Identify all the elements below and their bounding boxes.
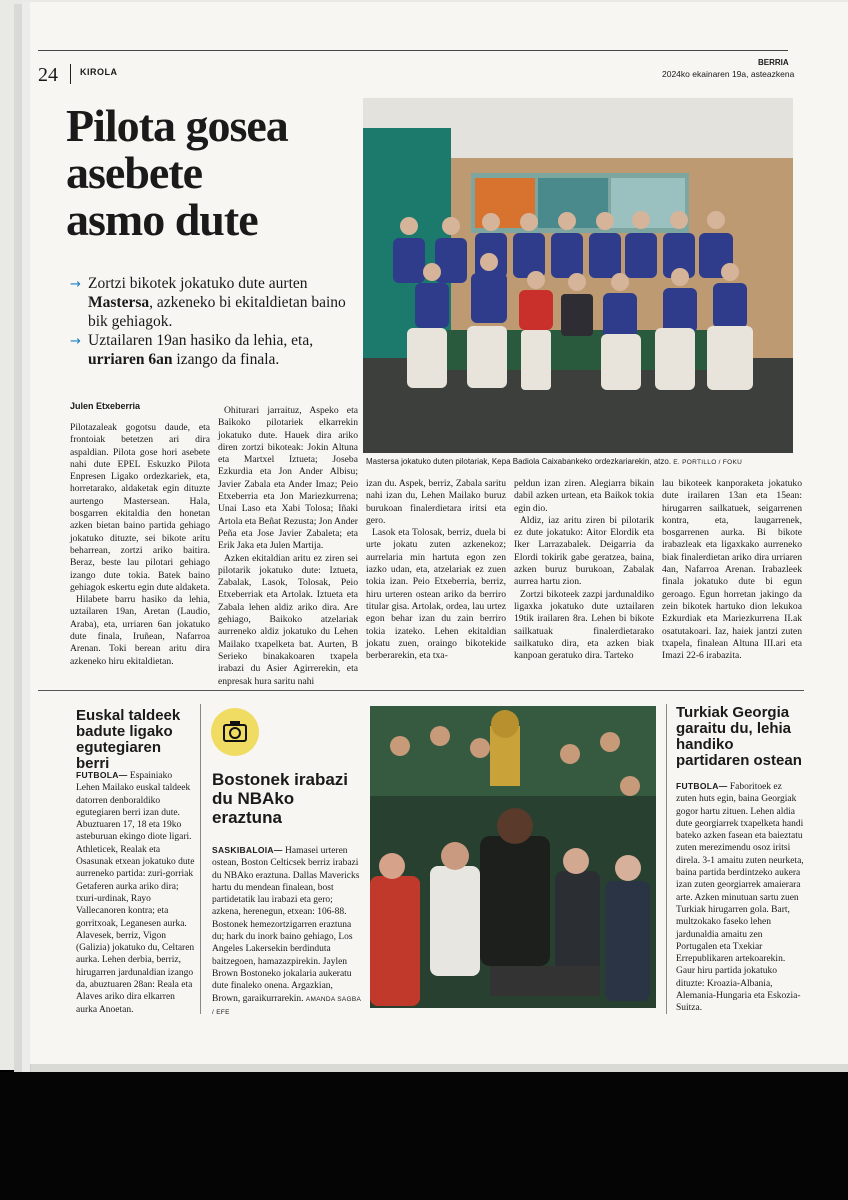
deck-text: Zortzi bikotek jokatuko dute aurten xyxy=(88,275,308,292)
brief-body xyxy=(76,769,196,1016)
paragraph: Lasok eta Tolosak, berriz, duela bi urte jokatu zuten azkenekoz; aurrelaria min hartuta egon zen iazko udan, eta, atzelariak ez zuen tokia izan. Peio Etxeberria, berriz, hiru urteren ostean ariko da berriro titular gisa. Artolak, ordea, lau urtez egon behar izan du zain berriro tokia izateko. Lehen ekitaldian jokatu zuen, oraingo bikotekide berberarekin, eta txa- xyxy=(366,527,506,662)
headline-line: asmo dute xyxy=(66,194,258,245)
paragraph: peldun izan ziren. Alegiarra bikain dabil azken urtean, eta Baikok tokia egin dio. xyxy=(514,478,654,514)
photo-credit: E. PORTILLO / FOKU xyxy=(673,459,743,466)
deck-bold: urriaren 6an xyxy=(88,351,173,368)
newspaper-brand: BERRIA xyxy=(758,58,789,67)
paragraph: Ohiturari jarraituz, Aspeko eta Baikoko pilotariek elkarrekin jokatuko dute. Hauek dira ariko diren zortzi bikoteak: Jokin Altuna eta Martxel Iztueta; Joseba Ezkurdia eta Jon Ander Albisu; Javier Zabala eta Ander Imaz; Peio Etxeberria eta Jon Mariezkurrena; Unai Laso eta Xabi Tolosa; Iñaki Artola eta Beñat Rezusta; Jon Ander Peña eta Jose Javier Zabaleta; eta Erik Jaka eta Julen Martija. xyxy=(218,405,358,552)
byline: Julen Etxeberria xyxy=(70,401,141,411)
brief-title: Bostonek irabazi du NBAko eraztuna xyxy=(212,770,349,827)
deck-item xyxy=(70,274,360,331)
photo-caption xyxy=(366,457,791,466)
paragraph: Aldiz, iaz aritu ziren bi pilotarik ez dute jokatuko: Aitor Elordik eta Iker Larrazabalek. Deigarria da Elordi tokirik gabe geratzea, baina, azken buruz burukoan, Zabalak aurrea hartu zion. xyxy=(514,514,654,588)
brief-kicker: FUTBOLA— xyxy=(76,770,128,780)
article-column xyxy=(218,405,358,688)
headline-line: asebete xyxy=(66,147,203,198)
headline-line: Pilota gosea xyxy=(66,100,288,151)
brief-body xyxy=(676,780,804,1015)
page-number: 24 xyxy=(38,64,58,86)
paragraph: Hilabete barru hasiko da lehia, uztailaren 19an, Aretan (Laudio, Araba), eta, urriaren 6an jokatuko dute finala, Iruñean, Nafarroa Arenan. Toki berean aritu dira azkeneko hiru ekitaldietan. xyxy=(70,594,210,667)
arrow-right-icon: → xyxy=(70,277,81,292)
arrow-right-icon: → xyxy=(70,334,81,349)
camera-icon xyxy=(211,708,259,756)
celtics-photo xyxy=(370,706,656,1008)
article-column xyxy=(514,478,654,662)
celtics-photo-illustration xyxy=(370,706,656,1008)
caption-text: Mastersa jokatuko duten pilotariak, Kepa Badiola Caixabankeko ordezkariarekin, atzo. xyxy=(366,457,672,466)
brief-kicker: SASKIBALOIA— xyxy=(212,845,283,855)
brief-text: Hamasei urteren ostean, Boston Celticsek berriz irabazi du NBAko eraztuna. Dallas Mavericks hartu du mendean finalean, bost partidetatik lau irabazi eta gero; azkena, herenegun, etxean: 106-88. Bostonek hemezortzigarren eraztuna du; hark du inork baino gehiago, Los Angeles Lakersekin berdinduta baitzegoen, hamazazpirekin. Jaylen Brown Bostoneko jokalaria aukeratu dute finaleko onena. Argazkian, Brown, garaikurrarekin. xyxy=(212,846,360,1004)
section-name: KIROLA xyxy=(80,67,118,77)
team-photo-illustration xyxy=(363,98,793,453)
deck-bold: Mastersa xyxy=(88,294,150,311)
column-rule xyxy=(666,704,667,1014)
brief-body xyxy=(212,844,362,1019)
article-column xyxy=(70,422,210,668)
deck-text: Uztailaren 19an hasiko da lehia, eta, xyxy=(88,332,314,349)
paragraph: izan du. Aspek, berriz, Zabala saritu nahi izan du, Lehen Mailako buruz burukoan finalerdietara iritsi eta gero. xyxy=(366,478,506,526)
brief-title: Euskal taldeek badute ligako egutegiaren berri xyxy=(76,707,181,772)
deck-item xyxy=(70,331,360,369)
column-rule xyxy=(200,704,201,1014)
team-photo xyxy=(363,98,793,453)
article-column xyxy=(366,478,506,662)
scan-bottom-border xyxy=(0,1072,848,1200)
paragraph: Pilotazaleak gogotsu daude, eta frontoiak betetzen ari dira aspaldian. Pilota gose hori asebete nahi dute EPEL Eskuzko Pilota Enpresen Ligako ordezkariek, eta, horretarako, aldaketak egin dituzte aurtengo Mastersean. Hala, bosgarren ekitaldia den honetan azken bietan baino partida gehiago jokatuko dituzte, sei bikote aritu beharrean, zortzi ariko baitira. Beraz, beste lau pilotari gehiago izango dute tokia. Batek baino gehiagok eskertu egin dute aldaketa. xyxy=(70,422,210,593)
brief-text: Faboritoek ez zuten huts egin, baina Georgiak gogor hartu zituen. Lehen aldia dute georgiarrek txapelketa handi bateko azken fasean eta baieztatu zuten merezimendu osoz iritsi direla. 3-1 amaitu zuten neurketa, baina partida berdintzeko aukera izan zuten georgiarrek amaierara arte. Azken minutuan sartu zuen Turkiak hirugarren gola. Bart, multzokako faseko lehen jardunaldia amaitu zen Portugalen eta Txekiar Errepublikaren artekoarekin. Gaur hiru partida jokatuko dituzte: Kroazia-Albania, Alemania-Hungaria eta Eskozia-Suitza. xyxy=(676,782,804,1014)
section-divider xyxy=(38,690,804,691)
deck-text: izango da finala. xyxy=(172,351,280,368)
article-column xyxy=(662,478,802,662)
deck-text: , azkeneko bi ekitaldietan baino bik gehiagok. xyxy=(88,294,346,330)
brief-title: Turkiak Georgia garaitu du, lehia handiko partidaren ostean xyxy=(676,704,802,769)
brief-text: Espainiako Lehen Mailako euskal taldeek datorren denboraldiko egutegiaren berri izan dute. Abuztuaren 17, 18 eta 19ko asteburuan ekingo diote ligari. Athleticek, Realak eta Osasunak etxean jokatuko dute aurreneko partida: zuri-gorriak Getaferen aurka ariko dira; txuri-urdinak, Rayo Vallecanoren kontra; eta gorritxoak, Leganesen aurka. Alavesek, berriz, Vigon (Galizia) jokatuko du, Celtaren aurka. Lehen derbia, berriz, hirugarren jardunaldian izango da, abuztuaren 28an: Reala eta Alaves ariko dira elkarren aurka Anoetan. xyxy=(76,771,195,1015)
paragraph: Azken ekitaldian aritu ez ziren sei pilotarik jokatuko dute: Iztueta, Zabalak, Lasok, Tolosak, Peio Etxeberriak eta Artolak. Iztueta eta Zabala lehen aldiz ariko dira. Are gehiago, Baikoko atzelariak aurreneko aldiz jokatuko du Lehen Mailako txapelketa bat. Aurten, B Serieko binakakoaren txapela irabazi du Asier Agirrerekin, eta enpresak hura saritu nahi xyxy=(218,552,358,687)
paragraph: lau bikoteek kanporaketa jokatuko dute irailaren 13an eta 15ean: hirugarren sailkatuek, seigarrenen kontra, eta, laugarrenek, bosgarrenen aurka. Bi bikote irabazleak eta ligaxkako aurreneko biak finalerdietan ariko dira urriaren 4an, Nafarroa Arenan. Irabazleek finala jokatuko dute bi egun geroago. Egun horretan jakingo da zein bikotek hartuko dion lekukoa Ezkurdiak eta Mariezkurrena II.ak osatutakoari. Iaz, haiek jantzi zuten txapela, finalean Altuna III.ari eta Imazi 22-6 irabazita. xyxy=(662,478,802,662)
photo-credit: AMANDA SAGBA / EFE xyxy=(212,995,361,1016)
issue-date: 2024ko ekainaren 19a, asteazkena xyxy=(662,69,795,79)
brief-kicker: FUTBOLA— xyxy=(676,781,728,791)
paragraph: Zortzi bikoteek zazpi jardunaldiko ligaxka jokatuko dute uztailaren 19tik irailaren 8ra. Lehen bi bikote sailkatuak finalerdietarako sailkatuko dira, eta azken biak kanpoan geratuko dira. Tarteko xyxy=(514,588,654,662)
camera-badge xyxy=(211,708,259,756)
main-headline xyxy=(66,102,356,243)
header-rule xyxy=(38,50,788,51)
header-separator xyxy=(70,64,71,84)
newspaper-page xyxy=(30,2,848,1064)
